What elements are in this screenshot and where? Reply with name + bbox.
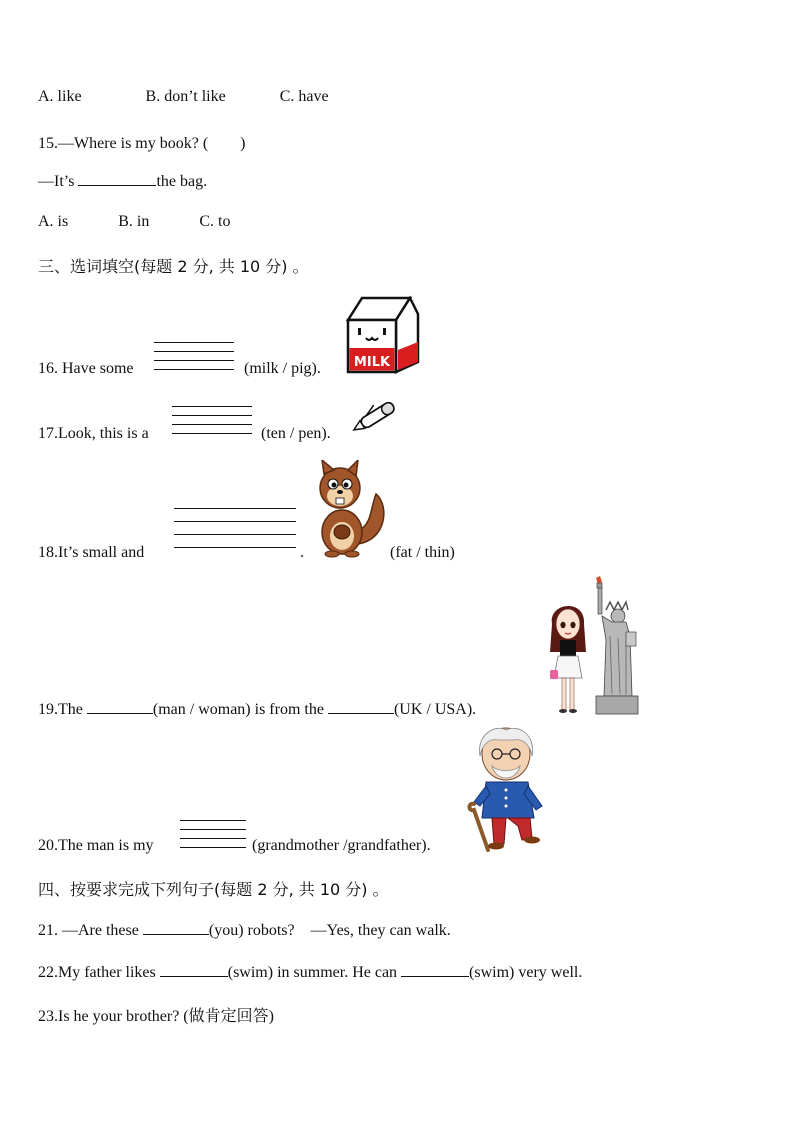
q20-choices: (grandmother /grandfather). [252, 837, 431, 854]
q17-choices: (ten / pen). [261, 425, 331, 442]
q22-prefix: 22.My father likes [38, 964, 156, 981]
grandfather-icon [466, 726, 550, 852]
q20-writing-lines[interactable] [180, 820, 246, 848]
statue-of-liberty-icon [588, 576, 640, 716]
q21-blank[interactable] [143, 920, 209, 935]
q19-mid: (man / woman) is from the [152, 701, 324, 718]
q21-answer: —Yes, they can walk. [310, 922, 451, 939]
q15-answer-blank[interactable] [78, 171, 156, 186]
q22-blank-2[interactable] [401, 962, 469, 977]
q18-choices: (fat / thin) [390, 544, 455, 561]
q15-answer-suffix: the bag. [156, 173, 208, 190]
q21-line [38, 920, 451, 940]
q15-answer-prefix: —It’s [38, 173, 75, 190]
q18-writing-lines[interactable] [174, 508, 296, 548]
q18-prefix: 18.It’s small and [38, 544, 145, 561]
q21-mid: (you) robots? [208, 922, 295, 939]
pen-icon [350, 396, 404, 436]
q23-question: 23.Is he your brother? (做肯定回答) [38, 1008, 274, 1025]
woman-icon [546, 598, 590, 716]
q16-choices: (milk / pig). [244, 360, 321, 377]
milk-carton-icon [344, 292, 420, 374]
q14-options [38, 88, 329, 106]
q22-suffix: (swim) very well. [469, 964, 583, 981]
q22-mid: (swim) in summer. He can [227, 964, 398, 981]
q17-writing-lines[interactable] [172, 406, 252, 434]
q19-line [38, 699, 476, 719]
q21-prefix: 21. —Are these [38, 922, 139, 939]
q15-options [38, 213, 230, 231]
section3-heading: 三、选词填空(每题 2 分, 共 10 分) 。 [38, 257, 309, 276]
q16-prefix: 16. Have some [38, 360, 134, 377]
q17-prefix: 17.Look, this is a [38, 425, 149, 442]
q15-answer-line [38, 171, 207, 191]
milk-label: MILK [353, 355, 391, 370]
q18-dot: . [300, 544, 304, 561]
q19-prefix: 19.The [38, 701, 83, 718]
squirrel-icon [312, 460, 386, 558]
q15-option-c: C. to [199, 213, 231, 230]
q14-option-a: A. like [38, 88, 82, 105]
q14-option-b: B. don’t like [145, 88, 226, 105]
q15-option-a: A. is [38, 213, 69, 230]
q22-blank-1[interactable] [160, 962, 228, 977]
q14-option-c: C. have [279, 88, 329, 105]
q19-blank-2[interactable] [328, 699, 394, 714]
q19-suffix: (UK / USA). [393, 701, 477, 718]
q19-blank-1[interactable] [87, 699, 153, 714]
section4-heading: 四、按要求完成下列句子(每题 2 分, 共 10 分) 。 [38, 880, 389, 899]
q15-question: 15.—Where is my book? ( ) [38, 135, 246, 152]
q22-line [38, 962, 582, 982]
q16-writing-lines[interactable] [154, 342, 234, 370]
q20-prefix: 20.The man is my [38, 837, 154, 854]
q15-option-b: B. in [118, 213, 150, 230]
